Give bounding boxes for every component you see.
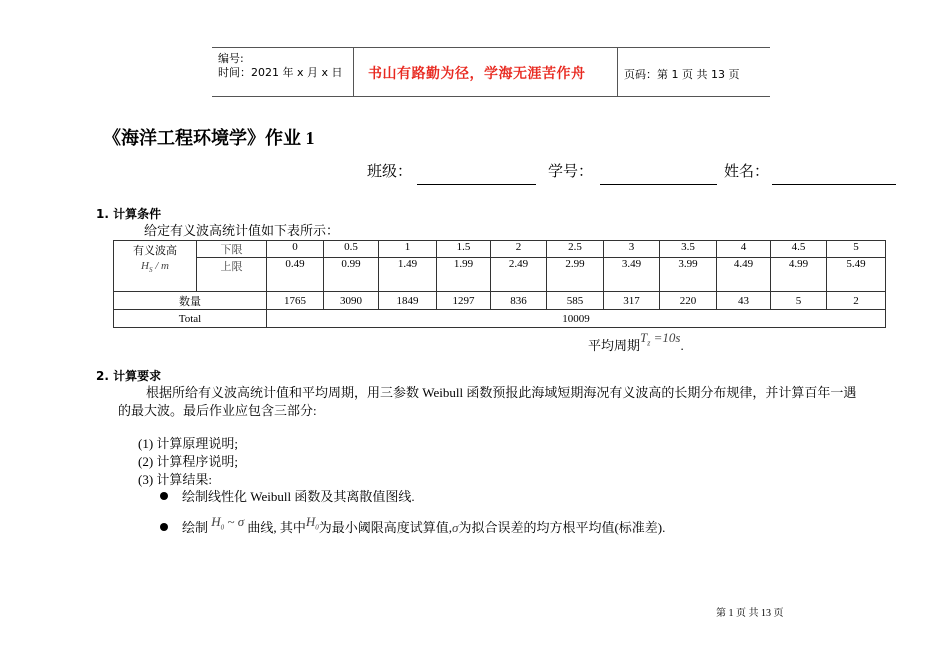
name-blank[interactable] (772, 184, 896, 185)
table-cell: 4.5 (771, 241, 827, 258)
table-cell: 0.5 (324, 241, 379, 258)
mean-period-suffix: . (680, 338, 684, 353)
name-label: 姓名： (724, 162, 770, 180)
page-title: 《海洋工程环境学》作业 1 (103, 128, 315, 148)
table-cell: 2 (827, 292, 886, 310)
section2-paragraph-line1: 根据所给有义波高统计值和平均周期，用三参数 Weibull 函数预报此海域短期海况有义波高的长期分布规律，并计算百年一遇 (146, 385, 857, 400)
requirement-item-2: (2) 计算程序说明; (138, 454, 239, 469)
total-value: 10009 (267, 310, 886, 328)
total-label: Total (114, 310, 267, 328)
table-cell: 220 (660, 292, 717, 310)
formula-h0-sigma: $H_0$ ~ σ (211, 514, 245, 532)
table-cell: 3 (604, 241, 660, 258)
table-cell: 1849 (379, 292, 437, 310)
table-cell: 1.49 (379, 258, 437, 292)
table-cell: 317 (604, 292, 660, 310)
formula-sigma: σ (452, 520, 459, 535)
header-bottom-rule (212, 96, 770, 97)
requirement-item-1: (1) 计算原理说明; (138, 436, 239, 451)
table-cell: 1.5 (437, 241, 491, 258)
serial-label: 编号: (218, 52, 244, 65)
motto: 书山有路勤为径，学海无涯苦作舟 (368, 66, 586, 82)
table-cell: 3090 (324, 292, 379, 310)
page-footer: 第 1 页 共 13 页 (716, 608, 784, 619)
table-cell: 5 (827, 241, 886, 258)
header-divider-left (353, 47, 354, 97)
section1-heading: 1. 计算条件 (96, 207, 162, 221)
table-row-lower (114, 241, 886, 258)
requirement-item-3: (3) 计算结果: (138, 472, 213, 487)
table-cell: 4 (717, 241, 771, 258)
table-cell: 5.49 (827, 258, 886, 292)
table-cell: 1 (379, 241, 437, 258)
mean-period-prefix: 平均周期 (588, 338, 641, 353)
table-cell: 585 (547, 292, 604, 310)
table-cell: 0.99 (324, 258, 379, 292)
section1-intro: 给定有义波高统计值如下表所示： (144, 223, 340, 238)
bullet-item-1: 绘制线性化 Weibull 函数及其离散值图线. (182, 489, 415, 504)
table-cell: 2.5 (547, 241, 604, 258)
row-header-symbol: $H_S$ / m (141, 260, 169, 275)
section2-heading: 2. 计算要求 (96, 369, 162, 383)
bullet-icon (160, 492, 168, 500)
mean-period (588, 330, 684, 361)
table-cell: 3.49 (604, 258, 660, 292)
table-cell: 43 (717, 292, 771, 310)
table-cell: 2.99 (547, 258, 604, 292)
table-cell: 0.49 (267, 258, 324, 292)
page-info: 页码：第 1 页 共 13 页 (624, 68, 740, 81)
class-blank[interactable] (417, 184, 536, 185)
table-cell: 1765 (267, 292, 324, 310)
row-header-label: 有义波高 (133, 245, 177, 257)
header-divider-right (617, 47, 618, 97)
formula-h0: $H_0$ (305, 514, 319, 532)
table-cell: 2 (491, 241, 547, 258)
lower-label: 下限 (197, 241, 267, 258)
table-cell: 0 (267, 241, 324, 258)
table-row-total (114, 310, 886, 328)
student-id-blank[interactable] (600, 184, 717, 185)
student-id-label: 学号： (548, 162, 594, 180)
section2-paragraph-line2: 的最大波。最后作业应包含三部分: (118, 403, 317, 418)
table-cell: 836 (491, 292, 547, 310)
table-cell: 4.49 (717, 258, 771, 292)
table-cell: 3.5 (660, 241, 717, 258)
table-cell: 1.99 (437, 258, 491, 292)
wave-height-table (113, 240, 886, 328)
bullet-icon (160, 523, 168, 531)
table-cell: 2.49 (491, 258, 547, 292)
row-header-cell (114, 241, 197, 292)
table-cell: 5 (771, 292, 827, 310)
class-label: 班级： (367, 162, 413, 180)
table-row-upper (114, 258, 886, 292)
mean-period-formula: $T_z =10s$ (640, 330, 681, 348)
bullet-item-2: 绘制 $H_0$ ~ σ 曲线, 其中$H_0$为最小阈限高度试算值,σ为拟合误差的均方根平均值(标准差). (182, 514, 666, 535)
count-label: 数量 (114, 292, 267, 310)
upper-label: 上限 (197, 258, 267, 292)
table-row-count (114, 292, 886, 310)
header-top-rule (212, 47, 770, 48)
time-label: 时间：2021 年 x 月 x 日 (218, 66, 343, 79)
table-cell: 1297 (437, 292, 491, 310)
table-cell: 3.99 (660, 258, 717, 292)
table-cell: 4.99 (771, 258, 827, 292)
